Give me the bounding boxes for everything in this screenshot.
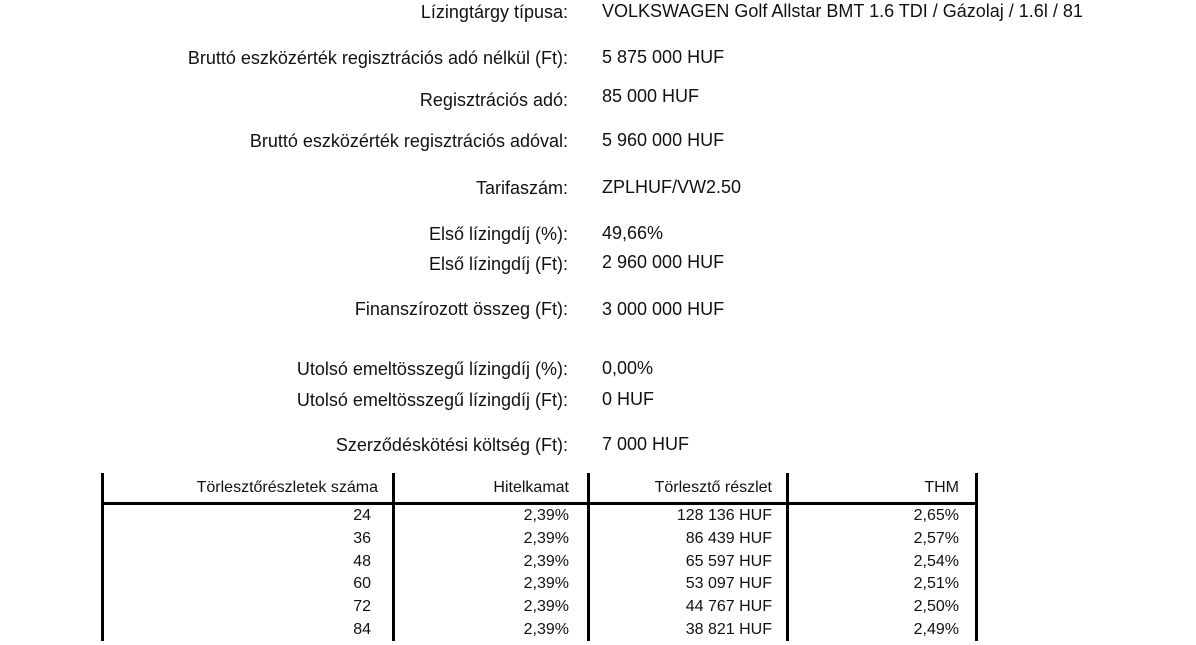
field-label: Első lízingdíj (Ft): [428,254,568,274]
field-label: Bruttó eszközérték regisztrációs adó nélkül (Ft): [187,48,568,68]
field-value: 2 960 000 HUF [602,252,725,272]
table-cell: 53 097 HUF [685,575,772,592]
table-border-right [975,473,978,641]
field-value: 0 HUF [602,389,655,409]
table-cell: 72 [353,598,371,615]
table-cell: 84 [353,621,371,638]
field-value: VOLKSWAGEN Golf Allstar BMT 1.6 TDI / Gázolaj / 1.6l / 81 [602,1,1083,21]
table-cell: 60 [353,575,371,592]
column-header-torlesztoreszletek-szama: Törlesztőrészletek száma [196,479,378,496]
table-cell: 38 821 HUF [685,621,772,638]
field-value: ZPLHUF/VW2.50 [602,177,742,197]
table-cell: 48 [353,553,371,570]
table-cell: 2,39% [523,553,569,570]
field-value: 5 960 000 HUF [602,130,725,150]
table-cell: 2,57% [913,530,959,547]
table-cell: 2,65% [913,507,959,524]
table-cell: 2,49% [913,621,959,638]
table-cell: 2,50% [913,598,959,615]
table-cell: 2,39% [523,598,569,615]
table-cell: 2,39% [523,507,569,524]
installment-table [101,473,978,641]
field-value: 7 000 HUF [602,434,690,454]
table-cell: 2,39% [523,530,569,547]
table-cell: 86 439 HUF [685,530,772,547]
table-cell: 24 [353,507,371,524]
table-cell: 2,39% [523,621,569,638]
column-header-thm: THM [924,479,959,496]
table-header-rule [101,502,978,505]
field-label: Utolsó emeltösszegű lízingdíj (Ft): [296,390,568,410]
table-border-left [101,473,104,641]
table-cell: 44 767 HUF [685,598,772,615]
table-divider [587,473,590,641]
field-value: 5 875 000 HUF [602,47,725,67]
table-divider [786,473,789,641]
field-label: Tarifaszám: [475,178,568,198]
field-label: Első lízingdíj (%): [428,224,568,244]
field-value: 49,66% [602,223,664,243]
table-cell: 36 [353,530,371,547]
table-cell: 65 597 HUF [685,553,772,570]
table-cell: 2,39% [523,575,569,592]
table-cell: 2,54% [913,553,959,570]
column-header-torleszto-reszlet: Törlesztő részlet [654,479,772,496]
field-value: 0,00% [602,358,654,378]
field-label: Lízingtárgy típusa: [420,2,568,22]
field-value: 3 000 000 HUF [602,299,725,319]
field-label: Utolsó emeltösszegű lízingdíj (%): [296,359,568,379]
table-divider [392,473,395,641]
table-cell: 2,51% [913,575,959,592]
field-label: Szerződéskötési költség (Ft): [335,435,568,455]
field-value: 85 000 HUF [602,86,700,106]
field-label: Finanszírozott összeg (Ft): [354,299,568,319]
field-label: Bruttó eszközérték regisztrációs adóval: [249,131,568,151]
column-header-hitelkamat: Hitelkamat [493,479,569,496]
field-label: Regisztrációs adó: [419,90,568,110]
table-cell: 128 136 HUF [676,507,772,524]
